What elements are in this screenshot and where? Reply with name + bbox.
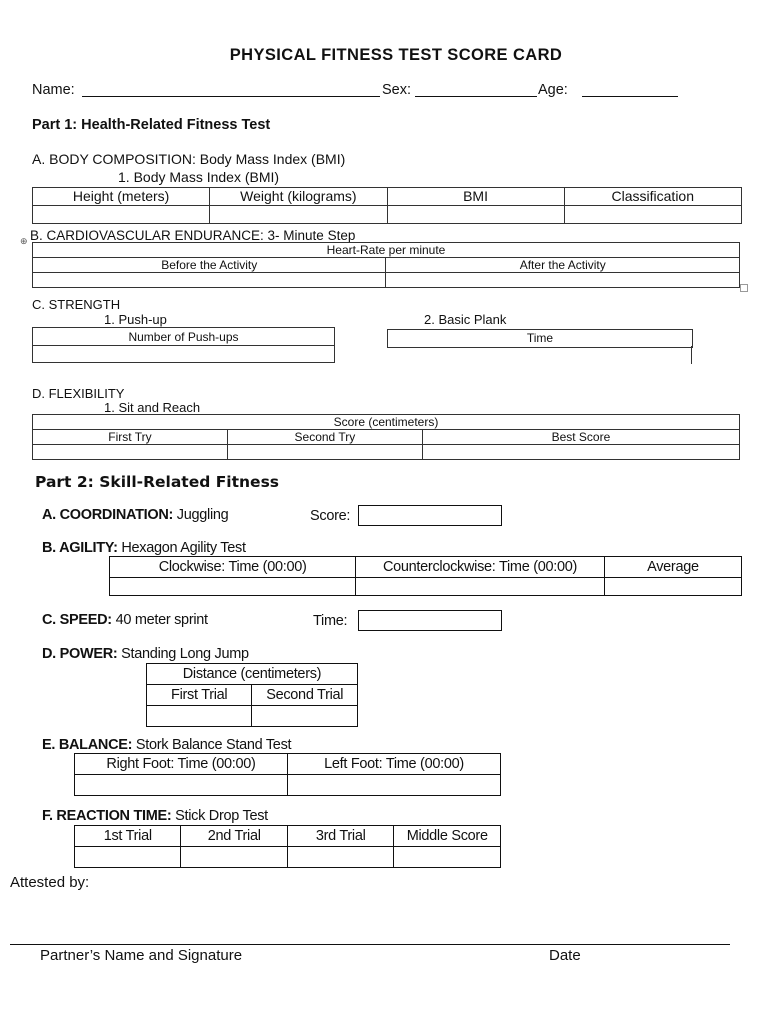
table-row — [75, 775, 501, 796]
table-row — [33, 206, 742, 224]
table-row — [33, 328, 335, 346]
power-header: Distance (centimeters) — [147, 664, 358, 685]
body-comp-title: A. BODY COMPOSITION: Body Mass Index (BMI) — [32, 151, 346, 167]
coordination-score-box[interactable] — [358, 505, 502, 526]
page-title: PHYSICAL FITNESS TEST SCORE CARD — [229, 46, 563, 64]
flex-table — [32, 414, 740, 460]
col-middle-score: Middle Score — [394, 826, 501, 847]
table-row — [33, 415, 740, 430]
col-height: Height (meters) — [33, 188, 210, 206]
table-row — [33, 445, 740, 460]
first-trial-cell[interactable] — [147, 706, 252, 727]
second-try-cell[interactable] — [227, 445, 422, 460]
agility-label: B. AGILITY: — [42, 540, 118, 556]
table-row — [75, 826, 501, 847]
cardio-title: B. CARDIOVASCULAR ENDURANCE: 3- Minute Step — [30, 228, 356, 243]
col-counterclockwise: Counterclockwise: Time (00:00) — [356, 557, 605, 578]
strength-title: C. STRENGTH — [32, 297, 121, 312]
attested-label: Attested by: — [10, 874, 90, 891]
first-try-cell[interactable] — [33, 445, 228, 460]
best-score-cell[interactable] — [422, 445, 739, 460]
agility-test: Hexagon Agility Test — [121, 540, 246, 556]
table-row — [33, 430, 740, 445]
table-row — [110, 557, 742, 578]
col-before: Before the Activity — [33, 258, 386, 273]
coordination-test: Juggling — [176, 507, 229, 523]
before-cell[interactable] — [33, 273, 386, 288]
table-row — [33, 273, 740, 288]
middle-score-cell[interactable] — [394, 847, 501, 868]
left-foot-cell[interactable] — [288, 775, 501, 796]
table-row — [147, 685, 358, 706]
weight-cell[interactable] — [210, 206, 387, 224]
col-second-try: Second Try — [227, 430, 422, 445]
after-cell[interactable] — [386, 273, 740, 288]
col-best-score: Best Score — [422, 430, 739, 445]
plank-time-cell[interactable] — [691, 346, 692, 364]
sex-field[interactable] — [415, 96, 537, 97]
table-row — [33, 258, 740, 273]
second-trial-cell[interactable] — [252, 706, 358, 727]
table-row — [147, 706, 358, 727]
flex-sub: 1. Sit and Reach — [104, 400, 201, 415]
agility-table — [109, 556, 742, 596]
pushup-sub: 1. Push-up — [104, 312, 167, 327]
flex-title: D. FLEXIBILITY — [32, 386, 125, 401]
3rd-trial-cell[interactable] — [287, 847, 393, 868]
balance-table — [74, 753, 501, 796]
col-clockwise: Clockwise: Time (00:00) — [110, 557, 356, 578]
table-row — [75, 754, 501, 775]
move-handle-icon: ⊕ — [20, 236, 28, 246]
table-row — [110, 578, 742, 596]
1st-trial-cell[interactable] — [75, 847, 181, 868]
power-test: Standing Long Jump — [121, 646, 249, 662]
table-row — [33, 188, 742, 206]
classification-cell[interactable] — [564, 206, 741, 224]
col-first-trial: First Trial — [147, 685, 252, 706]
bmi-cell[interactable] — [387, 206, 564, 224]
part1-title: Part 1: Health-Related Fitness Test — [32, 117, 271, 133]
part2-title: Part 2: Skill-Related Fitness — [35, 473, 280, 491]
reaction-test: Stick Drop Test — [175, 808, 268, 824]
col-first-try: First Try — [33, 430, 228, 445]
table-row — [33, 243, 740, 258]
pushup-table — [32, 327, 335, 363]
col-second-trial: Second Trial — [252, 685, 358, 706]
height-cell[interactable] — [33, 206, 210, 224]
balance-test: Stork Balance Stand Test — [135, 737, 292, 753]
col-after: After the Activity — [386, 258, 740, 273]
date-label: Date — [549, 947, 581, 964]
balance-label: E. BALANCE: — [42, 737, 133, 753]
speed-test: 40 meter sprint — [115, 612, 208, 628]
col-1st-trial: 1st Trial — [75, 826, 181, 847]
col-plank-time: Time — [387, 329, 693, 348]
plank-sub: 2. Basic Plank — [424, 312, 507, 327]
average-cell[interactable] — [604, 578, 741, 596]
body-comp-sub: 1. Body Mass Index (BMI) — [118, 169, 280, 185]
col-left-foot: Left Foot: Time (00:00) — [288, 754, 501, 775]
col-classification: Classification — [564, 188, 741, 206]
pushups-cell[interactable] — [33, 346, 335, 363]
col-pushups: Number of Push-ups — [33, 328, 335, 346]
speed-time-label: Time: — [313, 613, 348, 629]
col-right-foot: Right Foot: Time (00:00) — [75, 754, 288, 775]
col-weight: Weight (kilograms) — [210, 188, 387, 206]
counterclockwise-cell[interactable] — [356, 578, 605, 596]
signature-line[interactable] — [10, 944, 730, 945]
cardio-table — [32, 242, 740, 288]
age-field[interactable] — [582, 96, 678, 97]
name-label: Name: — [32, 82, 75, 98]
name-field[interactable] — [82, 96, 380, 97]
table-row — [33, 346, 335, 363]
reaction-table — [74, 825, 501, 868]
coordination-score-label: Score: — [310, 508, 351, 524]
flex-header: Score (centimeters) — [33, 415, 740, 430]
heart-rate-header: Heart-Rate per minute — [33, 243, 740, 258]
resize-handle — [740, 284, 748, 292]
age-label: Age: — [538, 82, 568, 98]
table-row — [75, 847, 501, 868]
col-bmi: BMI — [387, 188, 564, 206]
partner-signature-label: Partner’s Name and Signature — [40, 947, 243, 964]
power-label: D. POWER: — [42, 646, 118, 662]
2nd-trial-cell[interactable] — [181, 847, 287, 868]
table-row — [147, 664, 358, 685]
col-2nd-trial: 2nd Trial — [181, 826, 287, 847]
speed-label: C. SPEED: — [42, 612, 112, 628]
right-foot-cell[interactable] — [75, 775, 288, 796]
coordination-label: A. COORDINATION: — [42, 507, 174, 523]
bmi-table — [32, 187, 742, 224]
clockwise-cell[interactable] — [110, 578, 356, 596]
power-table — [146, 663, 358, 727]
col-average: Average — [604, 557, 741, 578]
reaction-label: F. REACTION TIME: — [42, 808, 172, 824]
col-3rd-trial: 3rd Trial — [287, 826, 393, 847]
sex-label: Sex: — [382, 82, 412, 98]
speed-time-box[interactable] — [358, 610, 502, 631]
